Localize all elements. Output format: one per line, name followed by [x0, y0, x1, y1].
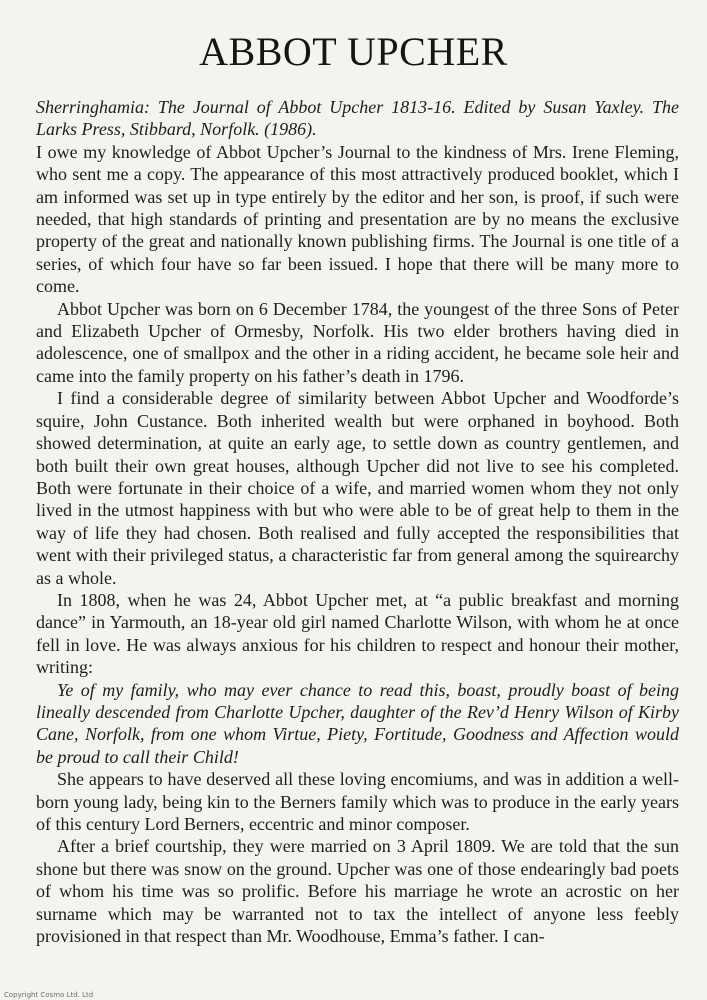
paragraph-1: I owe my knowledge of Abbot Upcher’s Journal to the kindness of Mrs. Irene Fleming, who sent me a copy. The appearance of this most attractively produced booklet, which I am informed was set up in type entirely by the editor and her son, is proof, if such were needed, that high standards of printing and presentation are by no means the exclusive property of the great and nationally known publishing firms. The Journal is one title of a series, of which four have so far been issued. I hope that there will be many more to come. — [36, 141, 679, 297]
article-body — [36, 96, 679, 947]
paragraph-4: In 1808, when he was 24, Abbot Upcher met, at “a public breakfast and morning dance” in Yarmouth, an 18-year old girl named Charlotte Wilson, with whom he at once fell in love. He was always anxious for his children to respect and honour their mother, writing: — [36, 589, 679, 678]
article-title: ABBOT UPCHER — [199, 29, 508, 74]
paragraph-6: After a brief courtship, they were married on 3 April 1809. We are told that the sun shone but there was snow on the ground. Upcher was one of those endearingly bad poets of whom his time was so prolific. Before his marriage he wrote an acrostic on her surname which may be warranted not to tax the intellect of anyone less feebly provisioned in that respect than Mr. Woodhouse, Emma’s father. I can- — [36, 836, 679, 947]
book-citation: Sherringhamia: The Journal of Abbot Upcher 1813-16. Edited by Susan Yaxley. The Larks Press, Stibbard, Norfolk. (1986). — [36, 97, 679, 140]
paragraph-3: I find a considerable degree of similarity between Abbot Upcher and Woodforde’s squire, John Custance. Both inherited wealth but were orphaned in boyhood. Both showed determination, at quite an early age, to settle down as country gentlemen, and both built their own great houses, although Upcher did not live to see his completed. Both were fortunate in their choice of a wife, and married women whom they not only lived in the utmost happiness with but who were able to be of great help to them in the way of life they had chosen. Both realised and fully accepted the responsibilities that went with their privileged status, a characteristic far from general among the squirearchy as a whole. — [36, 388, 679, 588]
journal-quote: Ye of my family, who may ever chance to read this, boast, proudly boast of being lineally descended from Charlotte Upcher, daughter of the Rev’d Henry Wilson of Kirby Cane, Norfolk, from one whom Virtue, Piety, Fortitude, Goodness and Affection would be proud to call their Child! — [36, 679, 679, 767]
copyright-watermark: Copyright Cosmo Ltd. Ltd — [4, 991, 94, 999]
paragraph-5: She appears to have deserved all these loving encomiums, and was in addition a well-born young lady, being kin to the Berners family which was to produce in the early years of this century Lord Berners, eccentric and minor composer. — [36, 769, 679, 834]
paragraph-2: Abbot Upcher was born on 6 December 1784, the youngest of the three Sons of Peter and Elizabeth Upcher of Ormesby, Norfolk. His two elder brothers having died in adolescence, one of smallpox and the other in a riding accident, he became sole heir and came into the family property on his father’s death in 1796. — [36, 298, 679, 386]
